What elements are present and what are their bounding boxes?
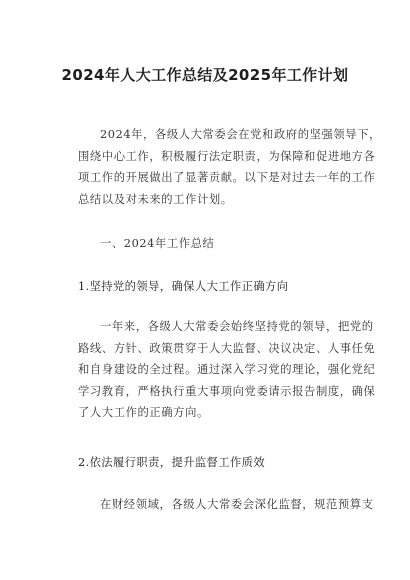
paragraph-line: 在财经领域，各级人大常委会深化监督，规范预算支 xyxy=(100,498,374,511)
paragraph-line: 围绕中心工作，积极履行法定职责，为保障和促进地方各 xyxy=(78,149,376,163)
body-paragraph xyxy=(78,494,374,516)
body-paragraph xyxy=(78,316,376,424)
subsection-heading: 2.依法履行职责，提升监督工作质效 xyxy=(78,456,266,469)
paragraph-line: 学习教育，严格执行重大事项向党委请示报告制度，确保 xyxy=(78,384,376,398)
paragraph-line: 总结以及对未来的工作计划。 xyxy=(78,192,233,206)
subsection-heading: 1.坚持党的领导，确保人大工作正确方向 xyxy=(78,280,289,293)
document-title: 2024年人大工作总结及2025年工作计划 xyxy=(61,66,349,84)
intro-paragraph xyxy=(78,124,381,210)
paragraph-line: 和自身建设的全过程。通过深入学习党的理论，强化党纪 xyxy=(78,363,376,376)
paragraph-line: 一年来，各级人大常委会始终坚持党的领导，把党的 xyxy=(100,320,374,333)
paragraph-line: 路线、方针、政策贯穿于人大监督、决议决定、人事任免 xyxy=(78,341,376,355)
paragraph-line: 2024年，各级人大常委会在党和政府的坚强领导下， xyxy=(100,128,381,141)
paragraph-line: 项工作的开展做出了显著贡献。以下是对过去一年的工作 xyxy=(78,171,376,184)
paragraph-line: 了人大工作的正确方向。 xyxy=(78,406,209,419)
section-heading: 一、2024年工作总结 xyxy=(100,237,215,250)
